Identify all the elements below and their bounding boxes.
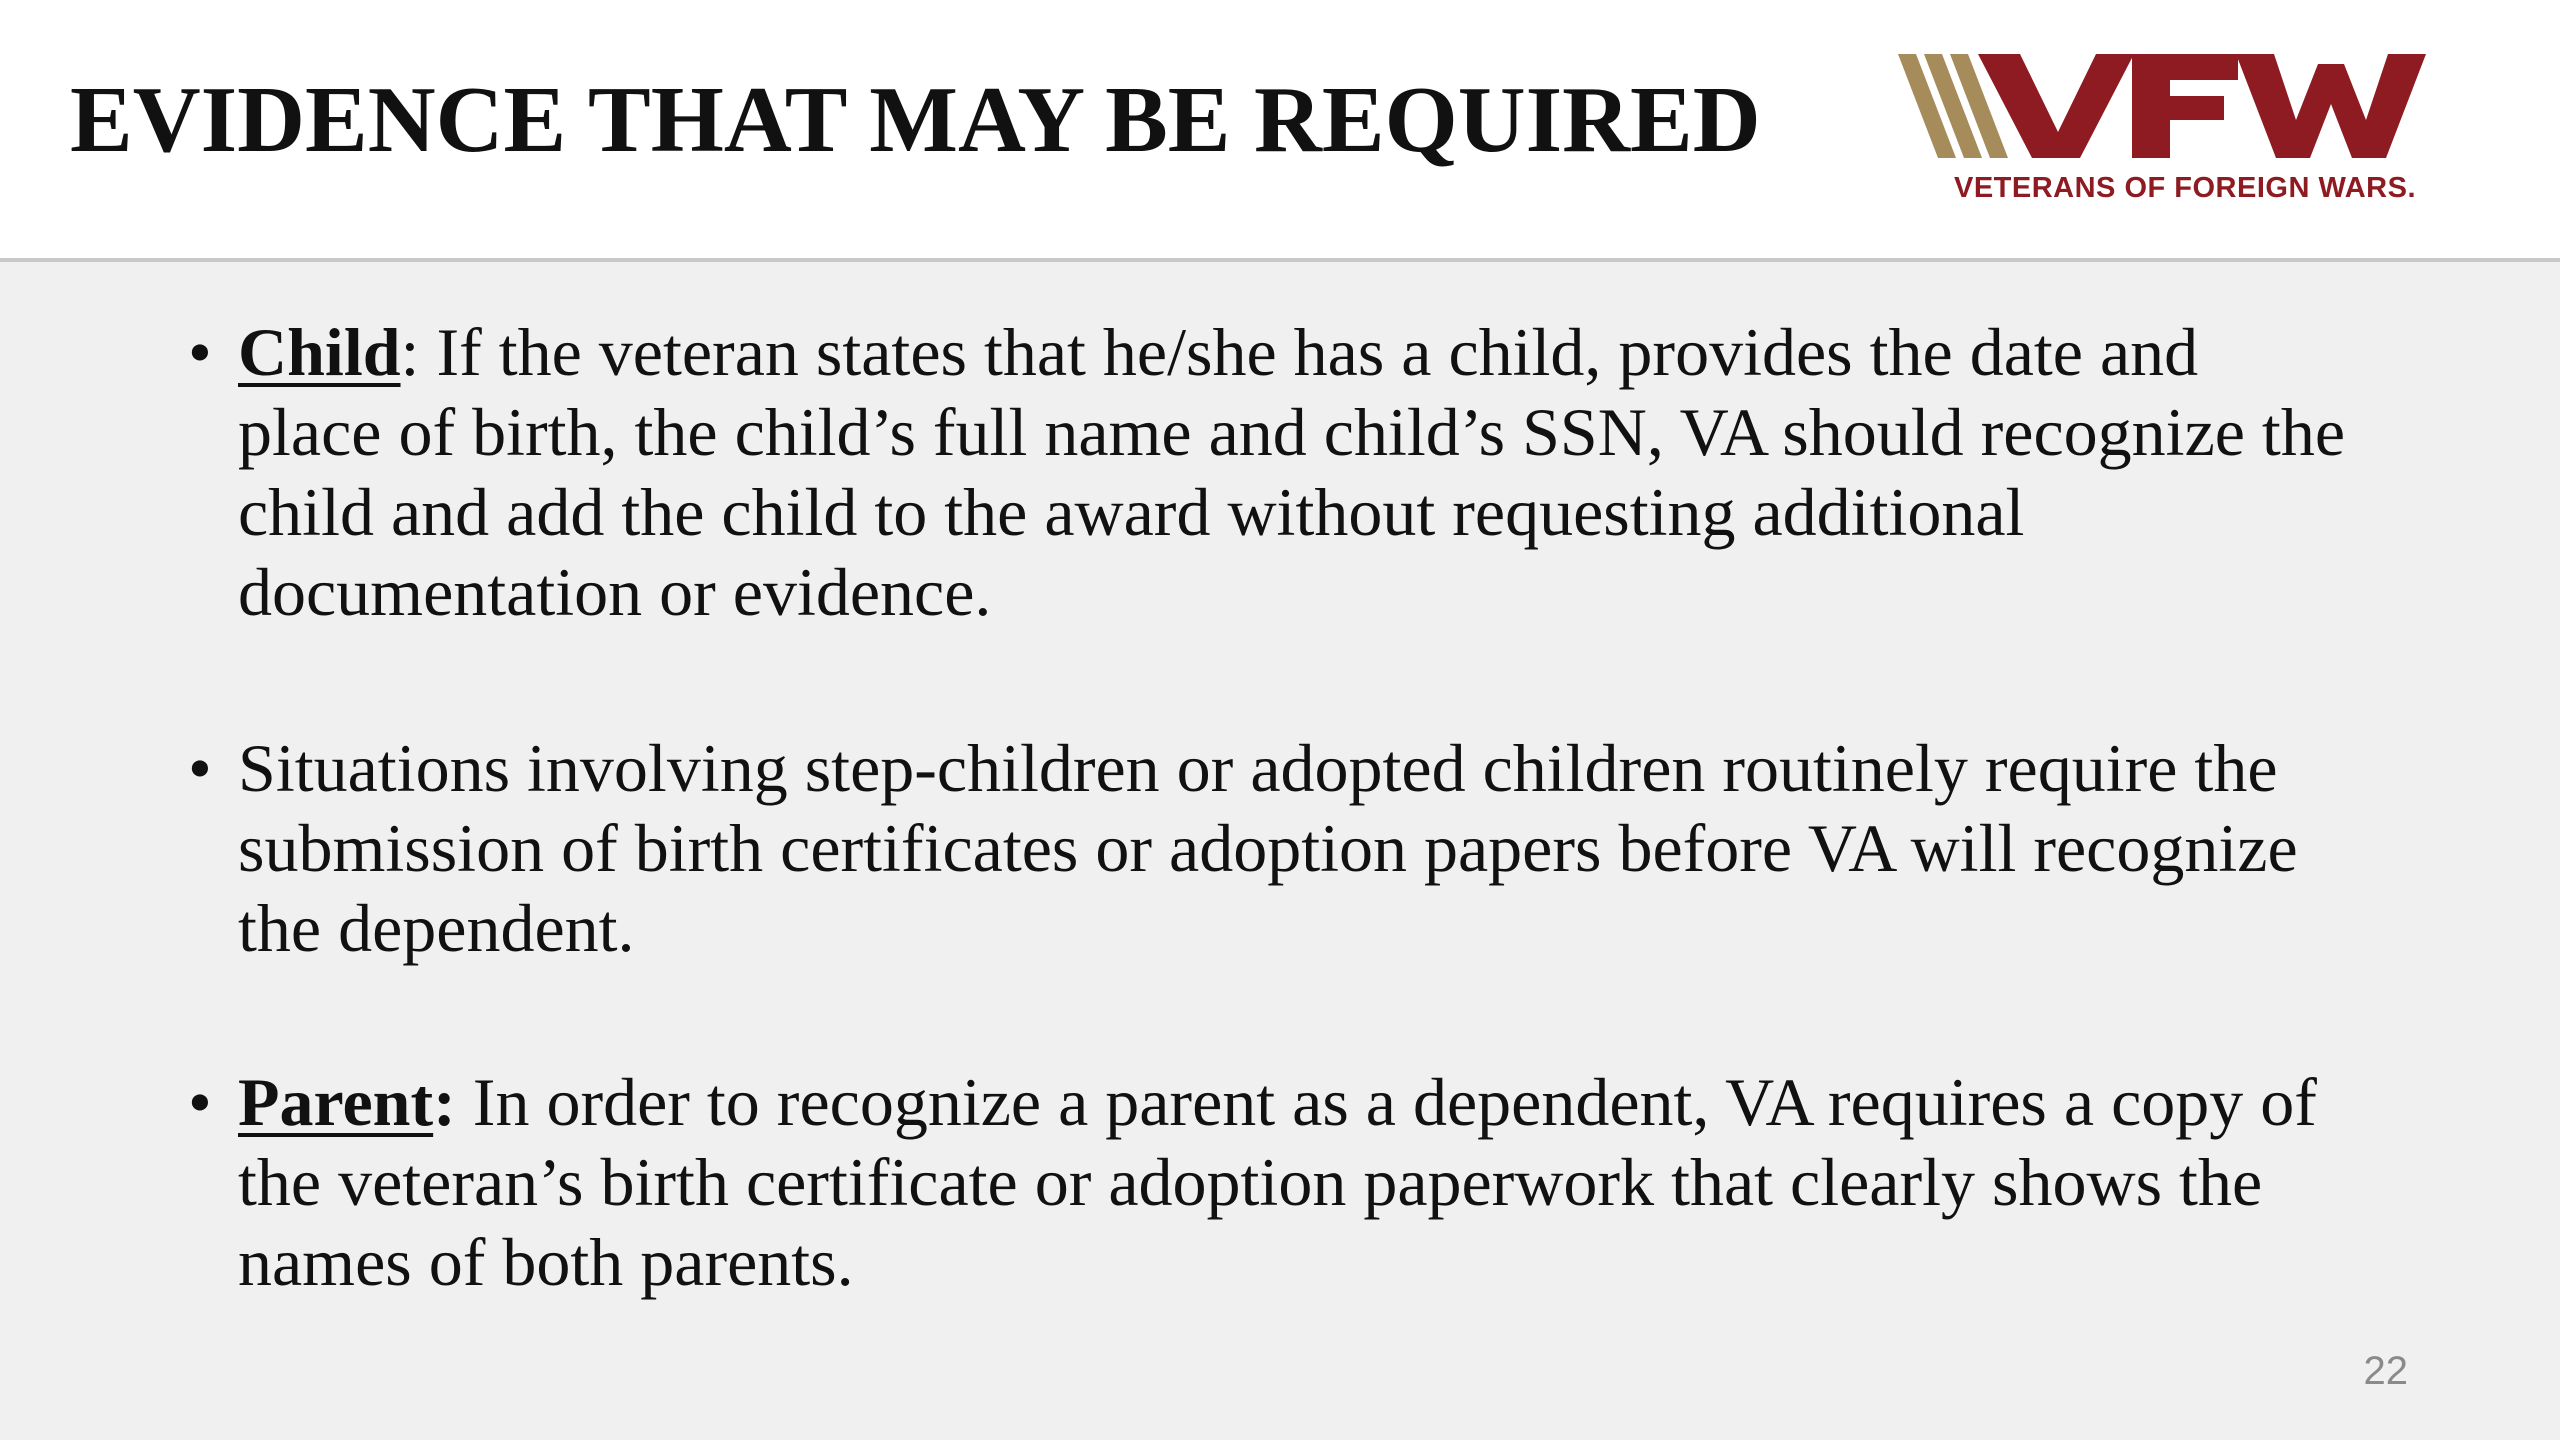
bullet-body: If the veteran states that he/she has a child, provides the date and place of birth, the child’s full name and child’s SSN, VA should recognize the child and add the child to the award without requesting additional documentation or evidence.: [238, 314, 2346, 630]
bullet-dot: •: [188, 730, 212, 806]
bullet-term: Parent: [238, 1064, 434, 1140]
bullet-term: Child: [238, 314, 401, 390]
bullet-item-parent: [188, 1062, 2358, 1302]
slide-title: EVIDENCE THAT MAY BE REQUIRED: [70, 68, 1761, 172]
bullet-text: [238, 312, 2358, 632]
vfw-logo: [1898, 54, 2458, 212]
bullet-text: [238, 728, 2358, 968]
logo-letter-w: [2236, 54, 2426, 158]
logo-letter-f: [2132, 54, 2238, 158]
logo-tagline: VETERANS OF FOREIGN WARS.: [1953, 172, 2417, 204]
page-number: 22: [2363, 1349, 2408, 1393]
bullet-item-child: [188, 312, 2358, 632]
bullet-item-situations: [188, 728, 2358, 968]
bullet-body: In order to recognize a parent as a dependent, VA requires a copy of the veteran’s birth certificate or adoption paperwork that clearly shows the names of both parents.: [238, 1064, 2317, 1300]
bullet-text: [238, 1062, 2358, 1302]
slide-body: [0, 262, 2560, 1440]
bullet-dot: •: [188, 314, 212, 390]
vfw-logo-mark: [1898, 54, 2458, 172]
bullet-body: Situations involving step-children or adopted children routinely require the submission of birth certificates or adoption papers before VA will recognize the dependent.: [238, 730, 2298, 966]
slide-header: [0, 0, 2560, 262]
bullet-separator: :: [433, 1064, 456, 1140]
bullet-separator: :: [400, 314, 420, 390]
bullet-dot: •: [188, 1064, 212, 1140]
